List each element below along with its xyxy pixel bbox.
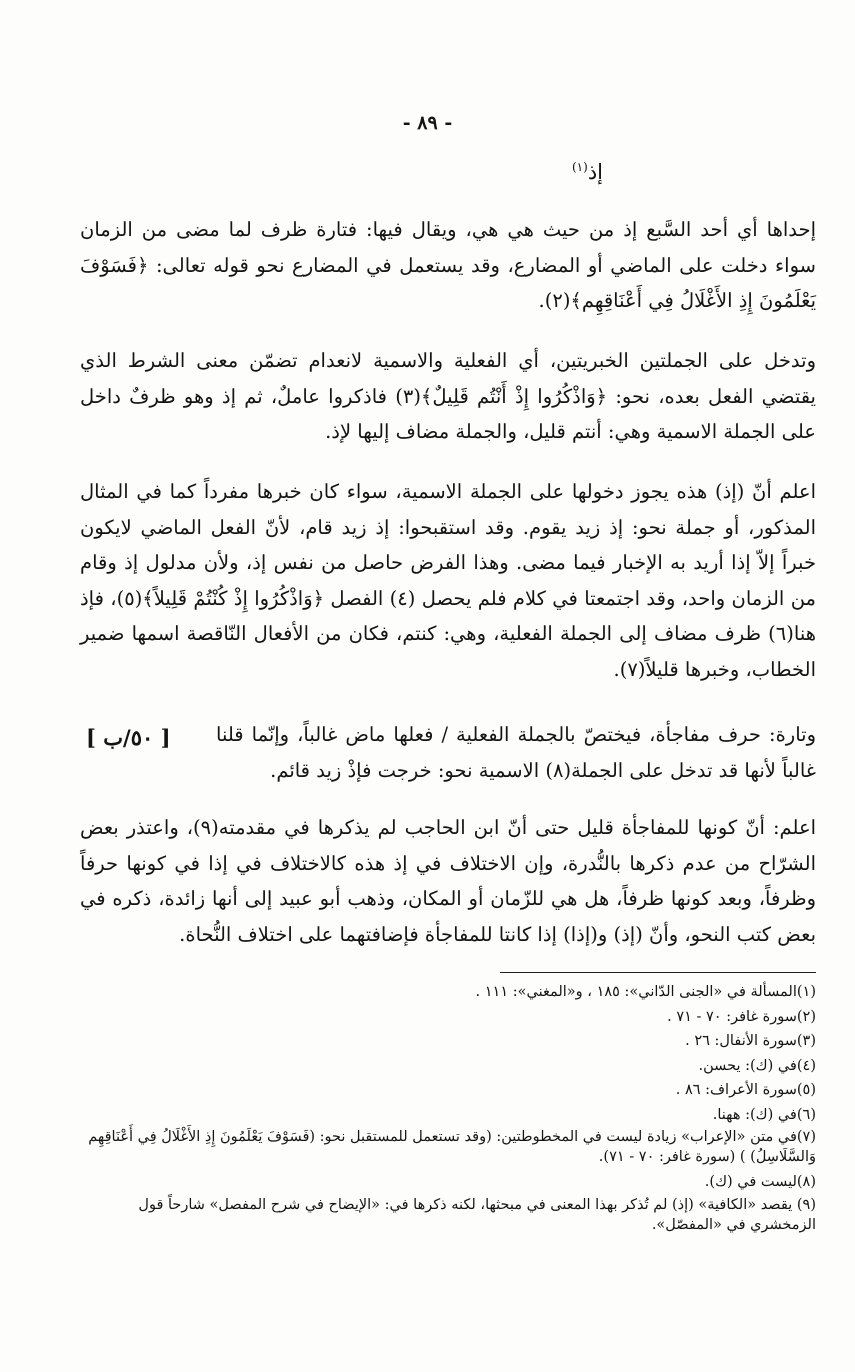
footnote-9: (٩) يقصد «الكافية» (إذ) لم تُذكر بهذا المعنى في مبحثها، لكنه ذكرها في: «الإيضاح في شرح المفصل» شارحاً قول الزمخشري في «المفصّل». xyxy=(138,1196,816,1233)
footnote-1: (١)المسألة في «الجنى الدّاني»: ١٨٥ ، و«المغني»: ١١١ . xyxy=(475,984,816,1000)
footnote-6: (٦)في (ك): ههنا. xyxy=(712,1106,816,1123)
footnote-4: (٤)في (ك): يحسن. xyxy=(698,1057,816,1074)
paragraph-1: إحداها أي أحد السَّبع إذ من حيث هي هي، ويقال فيها: فتارة ظرف لما مضى من الزمان سواء دخلت على الماضي أو المضارع، وقد يستعمل في المضارع نحو قوله تعالى: ﴿فَسَوْفَ يَعْلَمُونَ إِذِ الأَغْلَالُ فِي أَعْنَاقِهِم﴾(٢). xyxy=(80,218,816,312)
paragraph-3: اعلم أنّ (إذ) هذه يجوز دخولها على الجملة الاسمية، سواء كان خبرها مفرداً كما في المثال المذكور، أو جملة نحو: إذ زيد يقوم. وقد استقبحوا: إذ زيد قام، لأنّ الفعل الماضي لايكون خبراً إلاّ إذا أريد به الإخبار فيما مضى. وهذا الفرض حاصل من نفس إذ، ولأن مدلول إذ وقام من الزمان واحد، وقد اجتمعتا في كلام فلم يحصل (٤) الفصل ﴿وَاذْكُرُوا إِذْ كُنْتُمْ قَلِيلاً﴾(٥)، فإذ هنا(٦) ظرف مضاف إلى الجملة الفعلية، وهي: كنتم، فكان من الأفعال النّاقصة اسمها ضمير الخطاب، وخبرها قليلاً(٧). xyxy=(80,480,817,681)
page-number: - ٨٩ - xyxy=(402,112,453,134)
section-heading xyxy=(572,160,603,184)
footnote-3: (٣)سورة الأنفال: ٢٦ . xyxy=(685,1033,816,1049)
footnotes xyxy=(70,980,816,1238)
manuscript-folio-marker: [ ٥٠/ب ] xyxy=(86,725,171,750)
paragraph-5: اعلم: أنّ كونها للمفاجأة قليل حتى أنّ ابن الحاجب لم يذكرها في مقدمته(٩)، واعتذر بعض الشرّاح من عدم ذكرها بالنُّدرة، وإن الاختلاف في إذ هذه كالاختلاف في إذا في كونها حرفاً وظرفاً، وبعد كونها ظرفاً، هل هي للزّمان أو المكان، وذهب أبو عبيد إلى أنها زائدة، ذكره في بعض كتب النحو، وأنّ (إذ) و(إذا) إذا كانتا للمفاجأة فإضافتهما على اختلاف النُّحاة. xyxy=(80,816,817,946)
heading-note: (١) xyxy=(571,160,588,174)
paragraph-4: وتارة: حرف مفاجأة، فيختصّ بالجملة الفعلية / فعلها ماض غالباً، وإنّما قلنا غالباً لأنها قد تدخل على الجملة(٨) الاسمية نحو: خرجت فإذْ زيد قائم. xyxy=(216,723,816,782)
footnote-2: (٢)سورة غافر: ٧٠ - ٧١ . xyxy=(667,1008,816,1025)
footnote-7: (٧)في متن «الإعراب» زيادة ليست في المخطوطتين: (وقد تستعمل للمستقبل نحو: (فَسَوْفَ يَعْلَمُونَ إِذِ الأَغْلَالُ فِي أَعْنَاقِهِم وَالسَّلَاسِلُ) ) (سورة غافر: ٧٠ - ٧١). xyxy=(88,1129,816,1165)
footnote-5: (٥)سورة الأعراف: ٨٦ . xyxy=(675,1082,816,1098)
footnote-divider xyxy=(500,972,816,973)
paragraph-2: وتدخل على الجملتين الخبريتين، أي الفعلية والاسمية لانعدام تضمّن معنى الشرط الذي يقتضي الفعل بعده، نحو: ﴿وَاذْكُرُوا إِذْ أَنْتُم قَلِيلٌ﴾(٣) فاذكروا عاملٌ، ثم إذ وهو ظرفٌ داخل على الجملة الاسمية وهي: أنتم قليل، والجملة مضاف إليها لإذ. xyxy=(80,349,816,443)
heading-text: إذ xyxy=(587,160,603,184)
footnote-8: (٨)ليست في (ك). xyxy=(704,1174,816,1190)
